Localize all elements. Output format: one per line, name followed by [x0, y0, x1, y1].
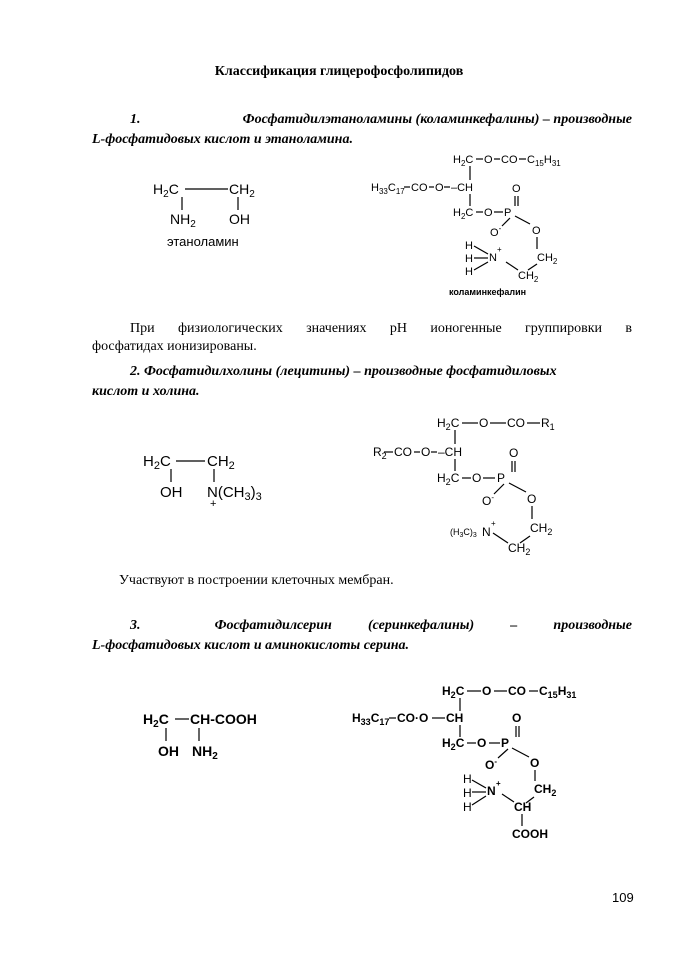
svg-text:N: N: [487, 784, 496, 798]
svg-text:CH: CH: [514, 800, 532, 814]
svg-text:R2: $R_2$: [373, 445, 387, 461]
svg-text:CH2: $CH_2$: [518, 270, 539, 284]
svg-text:CH2: $CH_2$: [537, 252, 558, 266]
section-1-heading-line2: L-фосфатидовых кислот и этаноламина.: [92, 132, 353, 147]
svg-text:H: H: [463, 772, 472, 786]
ethanolamine-label: этаноламин: [167, 234, 239, 249]
svg-text:CO: CO: [394, 445, 412, 459]
svg-text:O: O: [482, 684, 492, 698]
svg-text:O-: O-: [485, 757, 498, 772]
svg-text:H2C: $H_2C$: [442, 684, 465, 700]
svg-text:O-: O-: [482, 493, 495, 508]
svg-text:O-: O-: [490, 224, 502, 239]
svg-text:O: O: [512, 183, 521, 195]
svg-text:O: O: [435, 182, 444, 194]
svg-text:COOH: COOH: [512, 827, 548, 841]
section-3-heading-line2: L-фосфатидовых кислот и аминокислоты серина.: [92, 638, 410, 653]
svg-text:H33C17: $H_{33}C_{17}$: [352, 711, 390, 727]
svg-text:O: O: [484, 207, 493, 219]
svg-text:C15H31: $C_{15}H_{31}$: [539, 684, 577, 700]
svg-text:P: P: [501, 736, 510, 750]
svg-text:CH2: $CH_2$: [508, 541, 531, 557]
svg-text:H2C: $H_2C$: [437, 416, 460, 432]
svg-text:O: O: [477, 736, 487, 750]
svg-text:+: +: [491, 519, 496, 528]
section-3-heading-word-3: –: [510, 618, 518, 633]
svg-text:O: O: [479, 416, 489, 430]
svg-text:H33C17: $H_{33}C_{17}$: [371, 182, 405, 196]
svg-text:OH: OH: [158, 743, 179, 759]
svg-text:H2C: $H_2C$: [143, 711, 169, 730]
svg-text:NH2: $NH_2$: [170, 211, 196, 230]
ph-paragraph-line1: При физиологических значениях pH ионогенные группировки в: [130, 321, 632, 336]
svg-text:H2C: $H_2C$: [153, 181, 179, 200]
svg-text:H2C: $H_2C$: [442, 736, 465, 752]
colamine-kephalin-caption: коламинкефалин: [449, 287, 527, 297]
svg-text:CO: CO: [501, 154, 518, 166]
svg-text:H: H: [465, 253, 473, 265]
section-2-heading-line1: 2. Фосфатидилхолины (лецитины) – производные фосфатидиловых: [130, 364, 557, 379]
svg-text:H: H: [465, 240, 473, 252]
svg-text:NH2: $NH_2$: [192, 743, 218, 762]
svg-text:N: N: [482, 525, 491, 539]
svg-text:C15H31: $C_{15}H_{31}$: [527, 154, 561, 168]
section-2-heading-line2: кислот и холина.: [92, 384, 200, 399]
svg-text:CH2: $CH_2$: [530, 521, 553, 537]
svg-text:H2C: $H_2C$: [453, 207, 474, 221]
svg-text:CO: CO: [411, 182, 428, 194]
svg-text:CO·O: CO·O: [397, 711, 429, 725]
svg-text:H2C: $H_2C$: [453, 154, 474, 168]
membranes-sentence: Участвуют в построении клеточных мембран.: [119, 573, 394, 588]
svg-text:CO: CO: [507, 416, 525, 430]
svg-text:O: O: [532, 225, 541, 237]
svg-text:CH-COOH: CH-COOH: [190, 711, 257, 727]
serine-structure: [143, 711, 257, 762]
svg-text:CH2: $CH_2$: [207, 453, 235, 472]
svg-text:O: O: [421, 445, 431, 459]
svg-text:N(CH3)3: $N(CH_3)_3$: [207, 484, 262, 503]
section-3-heading-word-4: производные: [553, 618, 632, 633]
svg-text:H: H: [463, 800, 472, 814]
section-1-heading-line1: Фосфатидилэтаноламины (коламинкефалины) – производные: [242, 112, 632, 127]
page-number: 109: [612, 890, 634, 905]
section-3-heading-word-1: Фосфатидилсерин: [214, 618, 332, 633]
svg-text:H2C: $H_2C$: [437, 471, 460, 487]
svg-text:CH: CH: [446, 711, 464, 725]
svg-text:+: +: [496, 779, 501, 788]
svg-text:CH2: $CH_2$: [229, 181, 255, 200]
svg-text:O: O: [484, 154, 493, 166]
serine-kephalin-structure: [352, 684, 576, 841]
svg-text:+: +: [497, 245, 502, 254]
svg-text:O: O: [472, 471, 482, 485]
svg-text:OH: OH: [160, 484, 183, 501]
svg-text:R1: $R_1$: [541, 416, 555, 432]
svg-text:O: O: [530, 756, 540, 770]
svg-text:–CH: –CH: [438, 445, 463, 459]
svg-text:CH2: $CH_2$: [534, 782, 557, 798]
svg-text:H2C: $H_2C$: [143, 453, 171, 472]
svg-text:+: +: [210, 498, 217, 510]
svg-text:O: O: [527, 492, 537, 506]
section-3-heading-word-2: (серинкефалины): [367, 618, 475, 633]
svg-text:H: H: [465, 266, 473, 278]
section-3-number: 3.: [130, 618, 141, 633]
svg-text:H: H: [463, 786, 472, 800]
svg-text:O: O: [509, 446, 519, 460]
svg-text:N: N: [489, 252, 497, 264]
svg-text:O: O: [512, 711, 522, 725]
section-1-number: 1.: [130, 112, 141, 127]
svg-text:CO: CO: [508, 684, 526, 698]
ph-paragraph-line2: фосфатидах ионизированы.: [92, 339, 257, 354]
svg-text:P: P: [504, 207, 512, 219]
page-title: Классификация глицерофосфолипидов: [214, 64, 464, 79]
svg-text:(H3C)3: $(H_3C)_3$: [450, 527, 477, 539]
svg-text:OH: OH: [229, 211, 250, 227]
svg-text:–CH: –CH: [451, 182, 474, 194]
svg-text:P: P: [497, 471, 506, 485]
